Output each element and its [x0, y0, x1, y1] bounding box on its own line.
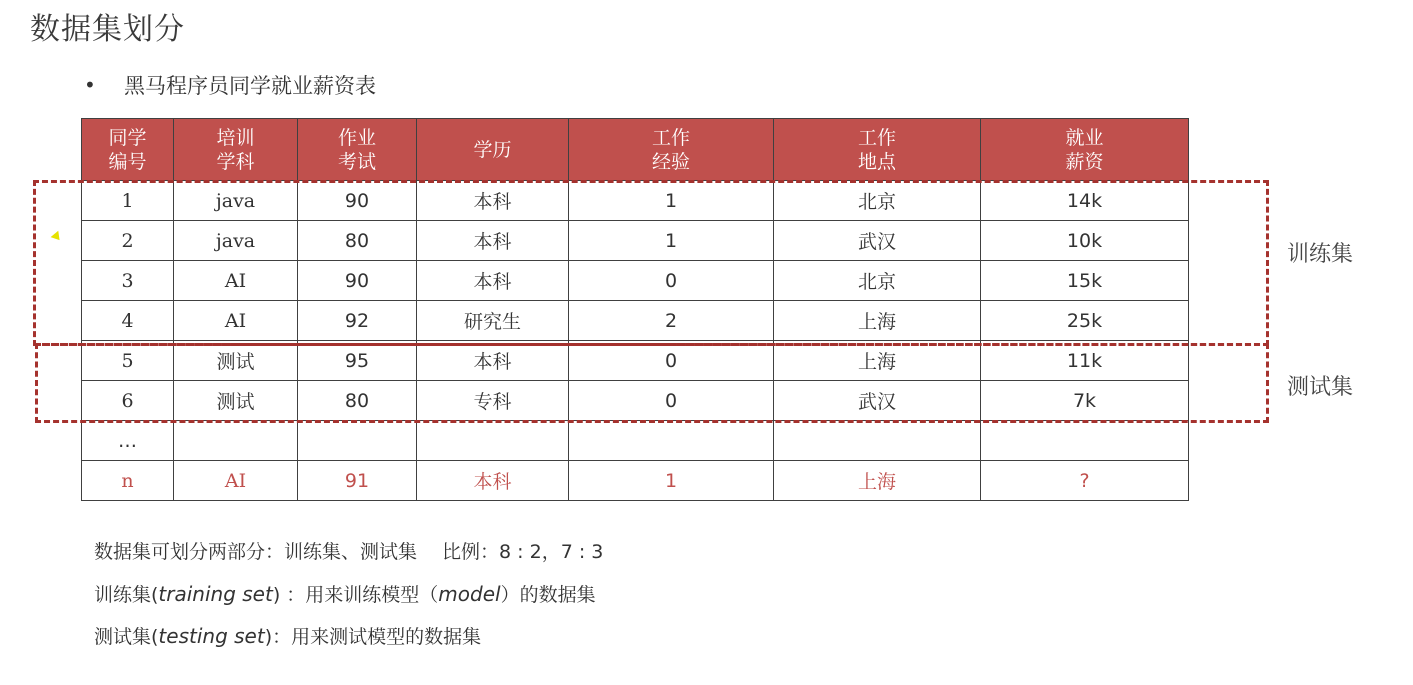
cell-location: 武汉 [774, 221, 981, 261]
cell-exam: 90 [298, 261, 417, 301]
cell-salary: 14k [981, 181, 1189, 221]
cell-salary: 11k [981, 341, 1189, 381]
header-education: 学历 [417, 119, 569, 181]
table-row [82, 421, 1189, 461]
cell-salary: 10k [981, 221, 1189, 261]
cell-experience: 2 [569, 301, 774, 341]
train-set-label: 训练集 [1287, 242, 1354, 267]
cell-id: n [82, 461, 174, 501]
cell-exam: 90 [298, 181, 417, 221]
train-set-box [33, 180, 1269, 346]
cell-education [417, 421, 569, 461]
cell-subject: AI [174, 461, 298, 501]
header-salary: 就业 薪资 [981, 119, 1189, 181]
cell-exam: 95 [298, 341, 417, 381]
cell-education: 本科 [417, 221, 569, 261]
cell-id: 1 [82, 181, 174, 221]
cell-exam: 80 [298, 381, 417, 421]
notes [94, 536, 603, 662]
cell-subject [174, 421, 298, 461]
cell-experience: 0 [569, 261, 774, 301]
cell-experience: 1 [569, 181, 774, 221]
cell-subject: 测试 [174, 381, 298, 421]
cell-id: 3 [82, 261, 174, 301]
cell-id: 6 [82, 381, 174, 421]
cell-location: 上海 [774, 461, 981, 501]
cell-subject: AI [174, 261, 298, 301]
test-set-box [35, 343, 1269, 423]
cell-location: 武汉 [774, 381, 981, 421]
cell-education: 本科 [417, 341, 569, 381]
cell-location: 上海 [774, 301, 981, 341]
cell-salary: 7k [981, 381, 1189, 421]
cell-education: 本科 [417, 181, 569, 221]
cell-subject: java [174, 221, 298, 261]
cell-salary [981, 421, 1189, 461]
note-line-training: 训练集(training set) ：用来训练模型（model）的数据集 [94, 582, 596, 606]
cell-exam: 80 [298, 221, 417, 261]
cell-location: 上海 [774, 341, 981, 381]
note-line-testing: 测试集(testing set)：用来测试模型的数据集 [94, 624, 482, 648]
table-row-predict [82, 461, 1189, 501]
cell-id: 2 [82, 221, 174, 261]
cell-education: 本科 [417, 461, 569, 501]
cell-id: 4 [82, 301, 174, 341]
cell-exam: 91 [298, 461, 417, 501]
cell-education: 专科 [417, 381, 569, 421]
cell-experience: 0 [569, 341, 774, 381]
header-location: 工作 地点 [774, 119, 981, 181]
cell-education: 研究生 [417, 301, 569, 341]
cell-id: 5 [82, 341, 174, 381]
cell-subject: 测试 [174, 341, 298, 381]
page-title: 数据集划分 [30, 12, 185, 47]
cell-location: 北京 [774, 261, 981, 301]
cell-exam: 92 [298, 301, 417, 341]
cell-salary: 15k [981, 261, 1189, 301]
cell-exam [298, 421, 417, 461]
cell-salary: ? [981, 461, 1189, 501]
test-set-label: 测试集 [1287, 375, 1354, 400]
header-exam: 作业 考试 [298, 119, 417, 181]
bullet-item [84, 70, 376, 100]
cell-subject: java [174, 181, 298, 221]
cell-education: 本科 [417, 261, 569, 301]
header-subject: 培训 学科 [174, 119, 298, 181]
cell-experience: 1 [569, 461, 774, 501]
header-experience: 工作 经验 [569, 119, 774, 181]
table-header-row [82, 119, 1189, 181]
note-line-split: 数据集可划分两部分：训练集、测试集 比例：8 : 2，7 : 3 [94, 541, 604, 563]
cell-location [774, 421, 981, 461]
cell-experience: 0 [569, 381, 774, 421]
cell-experience [569, 421, 774, 461]
cell-location: 北京 [774, 181, 981, 221]
cell-id: … [82, 421, 174, 461]
bullet-dot-icon: • [84, 73, 96, 97]
cell-experience: 1 [569, 221, 774, 261]
cell-subject: AI [174, 301, 298, 341]
bullet-text: 黑马程序员同学就业薪资表 [124, 74, 376, 98]
header-student-id: 同学 编号 [82, 119, 174, 181]
cell-salary: 25k [981, 301, 1189, 341]
